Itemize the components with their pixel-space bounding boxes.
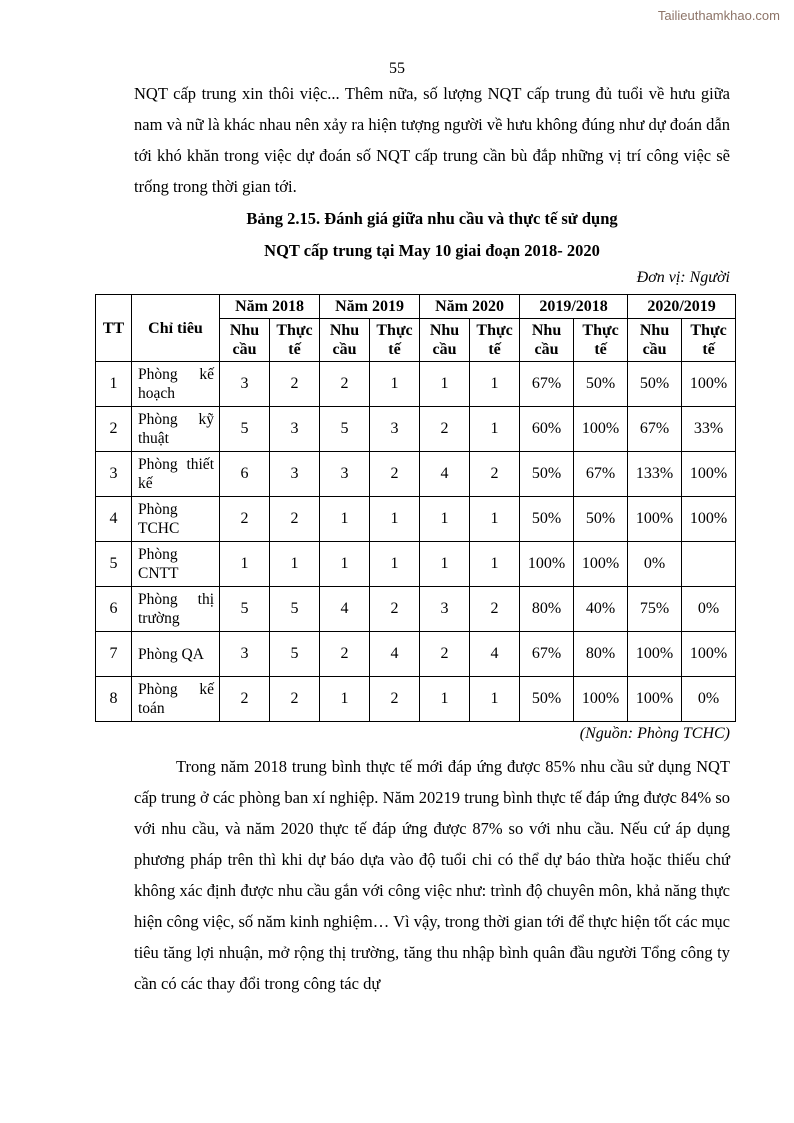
row-index-cell: 1: [96, 362, 132, 407]
value-cell: 2: [220, 497, 270, 542]
value-cell: 100%: [628, 632, 682, 677]
row-index-cell: 3: [96, 452, 132, 497]
table-title-line1: Bảng 2.15. Đánh giá giữa nhu cầu và thực tế sử dụng: [246, 209, 618, 228]
value-cell: 2: [370, 452, 420, 497]
value-cell: 67%: [628, 407, 682, 452]
sub-header-cell: Nhu cầu: [220, 319, 270, 362]
value-cell: 80%: [520, 587, 574, 632]
value-cell: 40%: [574, 587, 628, 632]
value-cell: 100%: [682, 497, 736, 542]
value-cell: 4: [370, 632, 420, 677]
table-head: [96, 295, 736, 362]
sub-header-cell: Thực tế: [682, 319, 736, 362]
sub-header-cell: Thực tế: [370, 319, 420, 362]
group-header-row: [96, 295, 736, 319]
value-cell: 1: [470, 497, 520, 542]
sub-header-cell: Nhu cầu: [628, 319, 682, 362]
value-cell: 2: [270, 497, 320, 542]
page-content: [102, 78, 730, 999]
value-cell: 3: [370, 407, 420, 452]
source-note: (Nguồn: Phòng TCHC): [579, 725, 730, 742]
value-cell: 0%: [628, 542, 682, 587]
value-cell: 1: [470, 677, 520, 722]
table-row: [96, 677, 736, 722]
value-cell: 100%: [574, 407, 628, 452]
value-cell: 100%: [628, 677, 682, 722]
value-cell: 100%: [682, 362, 736, 407]
value-cell: 2: [470, 587, 520, 632]
value-cell: 100%: [574, 542, 628, 587]
value-cell: 2: [370, 587, 420, 632]
value-cell: 2: [320, 362, 370, 407]
value-cell: 80%: [574, 632, 628, 677]
value-cell: 75%: [628, 587, 682, 632]
value-cell: 1: [420, 677, 470, 722]
value-cell: 60%: [520, 407, 574, 452]
value-cell: 100%: [574, 677, 628, 722]
evaluation-table: [95, 294, 736, 722]
value-cell: 1: [470, 362, 520, 407]
unit-label: Đơn vị: Người: [636, 269, 730, 286]
table-row: [96, 407, 736, 452]
value-cell: 1: [370, 362, 420, 407]
department-cell: Phòng thiết kế: [132, 452, 220, 497]
paragraph-top: NQT cấp trung xin thôi việc... Thêm nữa, số lượng NQT cấp trung đủ tuổi về hưu giữa nam và nữ là khác nhau nên xảy ra hiện tượng người về hưu không đúng như dự đoán dẫn tới khó khăn trong việc dự đoán số NQT cấp trung cần bù đắp những vị trí công việc sẽ trống trong thời gian tới.: [134, 84, 730, 196]
value-cell: 50%: [520, 677, 574, 722]
value-cell: 50%: [574, 362, 628, 407]
value-cell: 2: [270, 362, 320, 407]
value-cell: 1: [320, 497, 370, 542]
value-cell: 1: [220, 542, 270, 587]
row-index-cell: 8: [96, 677, 132, 722]
value-cell: 6: [220, 452, 270, 497]
value-cell: 0%: [682, 677, 736, 722]
value-cell: 4: [420, 452, 470, 497]
value-cell: 100%: [520, 542, 574, 587]
table-row: [96, 632, 736, 677]
sub-header-cell: Thực tế: [270, 319, 320, 362]
sub-header-cell: Thực tế: [470, 319, 520, 362]
value-cell: 2: [220, 677, 270, 722]
value-cell: 2: [420, 407, 470, 452]
value-cell: [682, 542, 736, 587]
value-cell: 1: [320, 542, 370, 587]
group-header-cell: Năm 2019: [320, 295, 420, 319]
value-cell: 67%: [574, 452, 628, 497]
paragraph-bottom: Trong năm 2018 trung bình thực tế mới đáp ứng được 85% nhu cầu sử dụng NQT cấp trung ở các phòng ban xí nghiệp. Năm 20219 trung bình thực tế đáp ứng được 84% so với nhu cầu, và năm 2020 thực tế đáp ứng được 87% so với nhu cầu. Nếu cứ áp dụng phương pháp trên thì khi dự báo dựa vào độ tuổi chi có thể dự báo thừa hoặc thiếu chứ không xác định được nhu cầu gắn với công việc như: trình độ chuyên môn, khả năng thực hiện công việc, số năm kinh nghiệm… Vì vậy, trong thời gian tới để thực hiện tốt các mục tiêu tăng lợi nhuận, mở rộng thị trường, tăng thu nhập bình quân đầu người Tổng công ty cần có các thay đổi trong công tác dự: [134, 757, 730, 993]
table-row: [96, 497, 736, 542]
row-index-cell: 5: [96, 542, 132, 587]
table-row: [96, 542, 736, 587]
value-cell: 3: [270, 407, 320, 452]
value-cell: 3: [270, 452, 320, 497]
table-body: [96, 362, 736, 722]
value-cell: 2: [270, 677, 320, 722]
value-cell: 3: [420, 587, 470, 632]
value-cell: 2: [420, 632, 470, 677]
value-cell: 5: [220, 407, 270, 452]
department-cell: Phòng thị trường: [132, 587, 220, 632]
value-cell: 2: [320, 632, 370, 677]
value-cell: 3: [220, 632, 270, 677]
value-cell: 50%: [520, 452, 574, 497]
sub-header-cell: Thực tế: [574, 319, 628, 362]
table-title-line2: NQT cấp trung tại May 10 giai đoạn 2018- 2020: [264, 241, 600, 260]
value-cell: 5: [220, 587, 270, 632]
value-cell: 1: [370, 497, 420, 542]
table-row: [96, 587, 736, 632]
value-cell: 133%: [628, 452, 682, 497]
department-cell: Phòng TCHC: [132, 497, 220, 542]
value-cell: 5: [320, 407, 370, 452]
department-cell: Phòng QA: [132, 632, 220, 677]
value-cell: 0%: [682, 587, 736, 632]
value-cell: 5: [270, 587, 320, 632]
value-cell: 2: [470, 452, 520, 497]
value-cell: 1: [270, 542, 320, 587]
value-cell: 1: [420, 362, 470, 407]
page-number: 55: [389, 60, 405, 77]
group-header-cell: 2020/2019: [628, 295, 736, 319]
value-cell: 67%: [520, 632, 574, 677]
value-cell: 1: [420, 497, 470, 542]
sub-header-cell: Nhu cầu: [420, 319, 470, 362]
col-header-tt: TT: [96, 295, 132, 362]
value-cell: 1: [320, 677, 370, 722]
value-cell: 4: [470, 632, 520, 677]
value-cell: 67%: [520, 362, 574, 407]
value-cell: 100%: [628, 497, 682, 542]
sub-header-cell: Nhu cầu: [320, 319, 370, 362]
row-index-cell: 4: [96, 497, 132, 542]
group-header-cell: Năm 2018: [220, 295, 320, 319]
department-cell: Phòng kỹ thuật: [132, 407, 220, 452]
table-row: [96, 452, 736, 497]
value-cell: 100%: [682, 452, 736, 497]
value-cell: 3: [320, 452, 370, 497]
department-cell: Phòng kế toán: [132, 677, 220, 722]
department-cell: Phòng kế hoạch: [132, 362, 220, 407]
value-cell: 3: [220, 362, 270, 407]
value-cell: 1: [470, 542, 520, 587]
value-cell: 2: [370, 677, 420, 722]
col-header-chitieu: Chỉ tiêu: [132, 295, 220, 362]
value-cell: 1: [370, 542, 420, 587]
row-index-cell: 7: [96, 632, 132, 677]
sub-header-cell: Nhu cầu: [520, 319, 574, 362]
group-header-cell: Năm 2020: [420, 295, 520, 319]
watermark: Tailieuthamkhao.com: [657, 8, 780, 23]
value-cell: 1: [470, 407, 520, 452]
value-cell: 50%: [628, 362, 682, 407]
value-cell: 4: [320, 587, 370, 632]
value-cell: 1: [420, 542, 470, 587]
department-cell: Phòng CNTT: [132, 542, 220, 587]
row-index-cell: 6: [96, 587, 132, 632]
table-row: [96, 362, 736, 407]
value-cell: 33%: [682, 407, 736, 452]
group-header-cell: 2019/2018: [520, 295, 628, 319]
row-index-cell: 2: [96, 407, 132, 452]
value-cell: 50%: [520, 497, 574, 542]
value-cell: 5: [270, 632, 320, 677]
value-cell: 100%: [682, 632, 736, 677]
value-cell: 50%: [574, 497, 628, 542]
